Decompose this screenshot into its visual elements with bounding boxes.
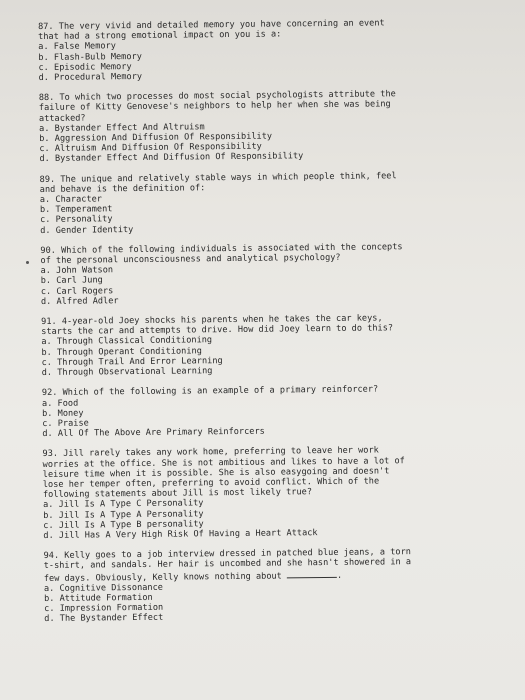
option-d: d. Bystander Effect And Diffusion Of Responsibility [39, 151, 304, 165]
question-91 [41, 312, 512, 378]
option-b: b. Attitude Formation [43, 592, 153, 604]
option-b: b. Aggression And Diffusion Of Responsibility [39, 131, 273, 145]
option-a: a. Bystander Effect And Altruism [39, 122, 205, 134]
option-c: c. Carl Rogers [40, 285, 114, 297]
answer-blank [287, 568, 337, 578]
option-a: a. Jill Is A Type C Personality [43, 498, 204, 511]
option-c: c. Jill Is A Type B personality [43, 519, 204, 531]
option-b: b. Jill Is A Type A Personality [43, 508, 204, 521]
option-c: c. Impression Formation [44, 602, 164, 615]
option-d: d. Procedural Memory [38, 71, 143, 84]
question-90 [40, 241, 511, 307]
question-stem: 90. Which of the following individuals is associated with the concepts of the personal unconsciousness and analytical psychology? [40, 242, 403, 267]
question-94 [44, 546, 515, 624]
option-a: a. False Memory [38, 41, 116, 53]
option-d: d. The Bystander Effect [44, 613, 164, 625]
question-stem [44, 546, 514, 584]
question-stem: 87. The very vivid and detailed memory you have concerning an event that had a strong emotional impact on you is a: [38, 18, 385, 43]
option-a: a. Food [41, 398, 79, 409]
option-d: d. Jill Has A Very High Risk Of Having a Heart Attack [43, 528, 318, 541]
question-stem: 91. 4-year-old Joey shocks his parents when he takes the car keys, starts the car and attempts to drive. How did Joey learn to do this? [41, 313, 394, 338]
question-stem: 92. Which of the following is an example of a primary reinforcer? [41, 384, 379, 399]
option-b: b. Through Operant Conditioning [41, 345, 202, 358]
option-b: b. Money [42, 408, 84, 419]
option-a: a. Character [39, 194, 103, 206]
option-d: d. All Of The Above Are Primary Reinforcers [42, 426, 265, 440]
option-a: a. Through Classical Conditioning [41, 335, 213, 348]
option-d: d. Through Observational Learning [41, 366, 213, 379]
margin-mark [26, 261, 29, 264]
question-stem-text: 94. Kelly goes to a job interview dressed in patched blue jeans, a torn t-shirt, and sandals. Her hair is uncombed and she hasn't showered in a few days. Obviously, Kelly knows nothing about [43, 547, 412, 584]
question-list [38, 17, 514, 634]
option-d: d. Alfred Adler [40, 296, 119, 307]
option-c: c. Personality [40, 214, 113, 226]
option-a: a. John Watson [40, 265, 114, 277]
question-88 [39, 88, 510, 164]
option-b: b. Temperament [39, 204, 113, 216]
option-d: d. Gender Identity [40, 224, 134, 236]
option-b: b. Flash-Bulb Memory [38, 51, 142, 63]
question-93 [42, 444, 513, 541]
question-stem: 89. The unique and relatively stable ways in which people think, feel and behave is the definition of: [39, 170, 397, 195]
option-b: b. Carl Jung [40, 275, 103, 287]
option-a: a. Cognitive Dissonance [43, 582, 163, 594]
question-89 [40, 170, 511, 236]
question-87 [38, 17, 509, 83]
option-c: c. Through Trail And Error Learning [41, 355, 223, 368]
option-c: c. Praise [42, 418, 89, 429]
question-92 [42, 383, 513, 439]
question-stem: 88. To which two processes do most social psychologists attribute the failure of Kitty Genovese's neighbors to help her when she was being attacked? [38, 89, 396, 124]
option-c: c. Episodic Memory [38, 61, 132, 73]
question-stem-end: . [336, 570, 343, 581]
option-c: c. Altruism And Diffusion Of Responsibility [39, 141, 262, 155]
question-stem: 93. Jill rarely takes any work home, preferring to leave her work worries at the office. She is not ambitious and likes to have a lot of leisure time when it is possible. She is also easygoing and doesn't lose her temper often, preferring to avoid conflict. Which of the following statements about Jill is most likely true? [42, 445, 405, 501]
